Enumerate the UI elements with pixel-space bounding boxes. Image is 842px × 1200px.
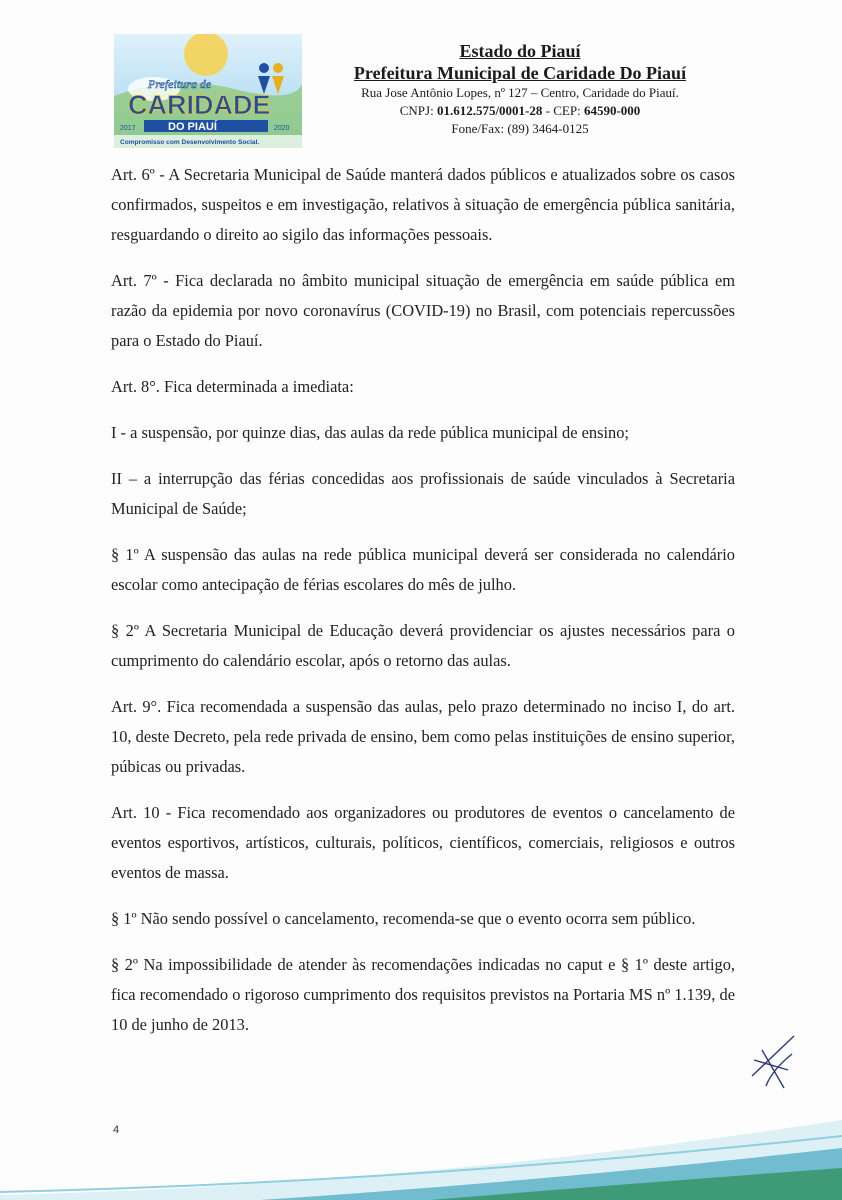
logo-slogan: Compromisso com Desenvolvimento Social. (120, 139, 260, 146)
footer-wave-decoration (0, 1060, 842, 1200)
phone-line: Fone/Fax: (89) 3464-0125 (451, 121, 589, 136)
cnpj-value: 01.612.575/0001-28 (436, 103, 543, 118)
address-line: Rua Jose Antônio Lopes, nº 127 – Centro, Caridade do Piauí. (361, 85, 679, 100)
paragraph-art-8-par-2: § 2º A Secretaria Municipal de Educação deverá providenciar os ajustes necessários para o cumprimento do calendário escolar, após o retorno das aulas. (111, 621, 735, 670)
logo-top-text: Prefeitura de (148, 77, 212, 91)
cnpj-line (320, 102, 720, 120)
paragraph-art-8-par-1: § 1º A suspensão das aulas na rede pública municipal deverá ser considerada no calendário escolar como antecipação de férias escolares do mês de julho. (111, 545, 735, 594)
page-number: 4 (113, 1124, 120, 1136)
state-title: Estado do Piauí (459, 41, 581, 61)
paragraph-art-7: Art. 7º - Fica declarada no âmbito municipal situação de emergência em saúde pública em razão da epidemia por novo coronavírus (COVID-19) no Brasil, com potenciais repercussões para o Estado do Piauí. (111, 271, 735, 350)
paragraph-art-10-par-2: § 2º Na impossibilidade de atender às recomendações indicadas no caput e § 1º deste artigo, fica recomendado o rigoroso cumprimento dos requisitos previstos na Portaria MS nº 1.139, de 10 de junho de 2013. (111, 955, 735, 1034)
logo-year-right: 2020 (274, 125, 290, 132)
cep-label: - CEP: (542, 103, 584, 118)
letterhead (320, 40, 720, 138)
logo-sub-text: DO PIAUÍ (168, 121, 217, 133)
prefeitura-logo (114, 34, 302, 148)
paragraph-inciso-i: I - a suspensão, por quinze dias, das aulas da rede pública municipal de ensino; (111, 423, 629, 442)
prefeitura-title: Prefeitura Municipal de Caridade Do Piauí (353, 63, 687, 83)
document-body (111, 160, 735, 1056)
paragraph-inciso-ii: II – a interrupção das férias concedidas aos profissionais de saúde vinculados à Secretaria Municipal de Saúde; (111, 469, 735, 518)
logo-year-left: 2017 (120, 125, 136, 132)
paragraph-art-6: Art. 6º - A Secretaria Municipal de Saúde manterá dados públicos e atualizados sobre os casos confirmados, suspeitos e em investigação, relativos à situação de emergência pública sanitária, resguardando o direito ao sigilo das informações pessoais. (111, 165, 735, 244)
cep-value: 64590-000 (583, 103, 641, 118)
cnpj-label: CNPJ: (399, 103, 437, 118)
paragraph-art-10: Art. 10 - Fica recomendado aos organizadores ou produtores de eventos o cancelamento de eventos esportivos, artísticos, culturais, políticos, científicos, comerciais, religiosos e outros eventos de massa. (111, 803, 735, 882)
logo-main-text: CARIDADE (128, 90, 271, 120)
paragraph-art-9: Art. 9°. Fica recomendada a suspensão das aulas, pelo prazo determinado no inciso I, do art. 10, deste Decreto, pela rede privada de ensino, bem como pelas instituições de ensino superior, púbicas ou privadas. (111, 697, 735, 776)
paragraph-art-8: Art. 8°. Fica determinada a imediata: (111, 377, 354, 396)
paragraph-art-10-par-1: § 1º Não sendo possível o cancelamento, recomenda-se que o evento ocorra sem público. (111, 909, 696, 928)
